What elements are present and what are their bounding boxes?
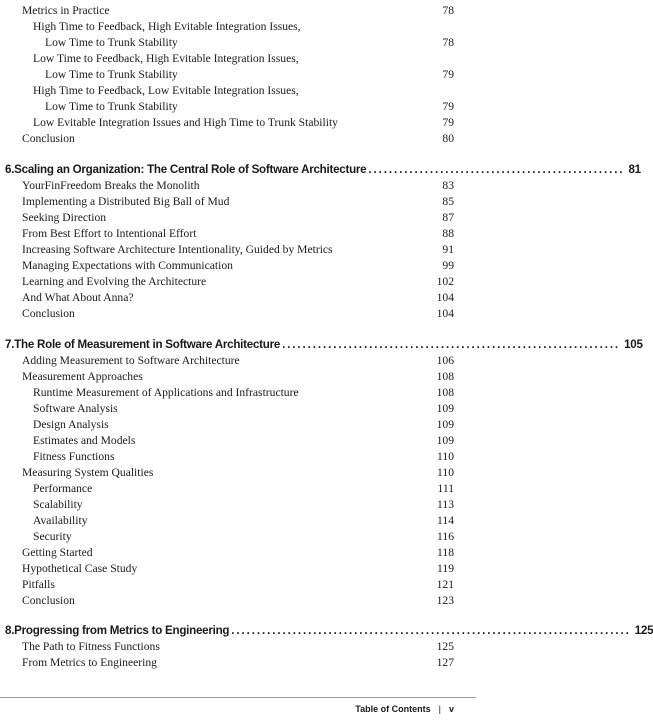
toc-entry-title: Design Analysis [33,418,109,431]
toc-entry[interactable] [22,226,454,242]
toc-entry [33,115,454,131]
toc-entry-page: 78 [442,36,454,49]
toc-entry-page: 79 [442,100,454,113]
toc-entry-title: Low Evitable Integration Issues and High Time to Trunk Stability [33,116,338,129]
toc-entry-title: Scalability [33,498,83,511]
toc-entry-title: High Time to Feedback, Low Evitable Integration Issues, [33,84,299,97]
toc-entry-title: Security [33,530,72,543]
toc-entry-title: From Best Effort to Intentional Effort [22,227,197,240]
toc-entry-title: Measurement Approaches [22,370,143,383]
toc-entry [33,83,454,99]
dot-leader: .................................................. [368,163,625,176]
toc-entry-page: 108 [436,370,454,383]
toc-entry-title: Fitness Functions [33,450,115,463]
footer-separator: | [438,704,441,714]
chapter-page: 105 [624,338,643,351]
toc-entry-title: Performance [33,482,93,495]
toc-entry[interactable] [22,577,454,593]
toc-entry-page: 106 [436,354,454,367]
toc-entry-page: 79 [442,116,454,129]
toc-entry[interactable] [22,593,454,609]
toc-entry[interactable] [22,194,454,210]
toc-entry-title: Low Time to Feedback, High Evitable Integration Issues, [33,52,299,65]
toc-entry-title: The Path to Fitness Functions [22,640,160,653]
toc-entry-title: Increasing Software Architecture Intentionality, Guided by Metrics [22,243,333,256]
chapter-title: Progressing from Metrics to Engineering [14,624,230,637]
toc-entry-page: 116 [437,530,454,543]
toc-entry-title: Pitfalls [22,578,55,591]
toc-entry-page: 110 [437,466,454,479]
toc-entry[interactable] [22,274,454,290]
toc-entry-title: Low Time to Trunk Stability [45,100,178,113]
chapter-title: Scaling an Organization: The Central Role of Software Architecture [14,163,367,176]
toc-entry-title: Metrics in Practice [22,4,110,17]
page-footer [355,704,454,714]
dot-leader: .............................................................................. [231,624,631,637]
toc-entry-title: Software Analysis [33,402,118,415]
toc-entry[interactable] [22,210,454,226]
toc-entry-title: Conclusion [22,307,75,320]
toc-entry [33,19,454,35]
toc-entry-page: 80 [442,132,454,145]
toc-entry[interactable] [33,529,454,545]
toc-entry-title: Learning and Evolving the Architecture [22,275,207,288]
toc-chapter-heading[interactable] [5,161,641,179]
toc-entry[interactable] [33,417,454,433]
toc-entry-page: 85 [442,195,454,208]
toc-entry [45,99,454,115]
toc-entry-page: 109 [436,434,454,447]
toc-entry-page: 109 [436,418,454,431]
toc-entry[interactable] [33,401,454,417]
toc-entry-page: 88 [442,227,454,240]
chapter-number: 8. [5,624,15,637]
toc-entry-title: Estimates and Models [33,434,136,447]
chapter-page: 125 [634,624,653,637]
chapter-page: 81 [628,163,641,176]
toc-entry-title: Measuring System Qualities [22,466,154,479]
toc-entry-page: 113 [437,498,454,511]
toc-entry[interactable] [22,465,454,481]
toc-entry-title: Seeking Direction [22,211,107,224]
toc-entry-title: And What About Anna? [22,291,134,304]
toc-entry[interactable] [33,481,454,497]
toc-entry[interactable] [33,433,454,449]
toc-entry-page: 104 [436,291,454,304]
toc-entry [22,3,454,19]
toc-entry[interactable] [22,561,454,577]
toc-entry[interactable] [22,258,454,274]
toc-entry-title: Low Time to Trunk Stability [45,36,178,49]
toc-entry-page: 78 [442,4,454,17]
toc-entry-page: 127 [436,656,454,669]
dot-leader: .................................................................. [282,338,621,351]
toc-entry[interactable] [22,639,454,655]
toc-entry[interactable] [22,655,454,671]
toc-entry[interactable] [33,385,454,401]
chapter-number: 6. [5,163,15,176]
toc-entry-title: Availability [33,514,88,527]
toc-entry-page: 118 [437,546,454,559]
toc-entry-page: 121 [436,578,454,591]
toc-entry [45,35,454,51]
toc-entry[interactable] [33,497,454,513]
toc-entry-page: 114 [437,514,454,527]
toc-entry[interactable] [22,369,454,385]
toc-entry[interactable] [22,242,454,258]
toc-entry-title: Hypothetical Case Study [22,562,138,575]
toc-entry-title: Implementing a Distributed Big Ball of Mud [22,195,230,208]
toc-entry [45,67,454,83]
toc-entry-page: 83 [442,179,454,192]
toc-entry-title: Getting Started [22,546,93,559]
toc-entry-title: Low Time to Trunk Stability [45,68,178,81]
toc-entry-page: 109 [436,402,454,415]
toc-entry[interactable] [22,353,454,369]
toc-entry[interactable] [33,449,454,465]
toc-entry-page: 108 [436,386,454,399]
toc-entry-title: YourFinFreedom Breaks the Monolith [22,179,200,192]
toc-entry-title: Conclusion [22,132,75,145]
toc-entry-title: Runtime Measurement of Applications and Infrastructure [33,386,299,399]
footer-divider [0,697,476,698]
toc-entry[interactable] [22,290,454,306]
chapter-number: 7. [5,338,15,351]
toc-entry-page: 102 [436,275,454,288]
toc-entry-page: 87 [442,211,454,224]
toc-entry-page: 79 [442,68,454,81]
toc-entry-page: 91 [442,243,454,256]
footer-page-number: v [448,704,454,714]
toc-entry [33,51,454,67]
toc-entry[interactable] [22,545,454,561]
toc-entry[interactable] [33,513,454,529]
toc-entry-page: 99 [442,259,454,272]
toc-chapter-heading[interactable] [5,336,643,354]
toc-entry [22,131,454,147]
toc-entry-title: Adding Measurement to Software Architecture [22,354,240,367]
toc-entry-title: Conclusion [22,594,75,607]
toc-entry-page: 125 [436,640,454,653]
toc-entry-page: 119 [437,562,454,575]
toc-entry-title: High Time to Feedback, High Evitable Integration Issues, [33,20,301,33]
toc-entry-page: 104 [436,307,454,320]
toc-entry-page: 110 [437,450,454,463]
toc-entry-title: From Metrics to Engineering [22,656,157,669]
toc-entry-page: 123 [436,594,454,607]
toc-entry-title: Managing Expectations with Communication [22,259,233,272]
chapter-title: The Role of Measurement in Software Architecture [14,338,281,351]
toc-entry-page: 111 [437,482,454,495]
toc-entry[interactable] [22,178,454,194]
toc-chapter-heading[interactable] [5,622,653,640]
footer-label: Table of Contents [355,704,431,714]
toc-entry[interactable] [22,306,454,322]
